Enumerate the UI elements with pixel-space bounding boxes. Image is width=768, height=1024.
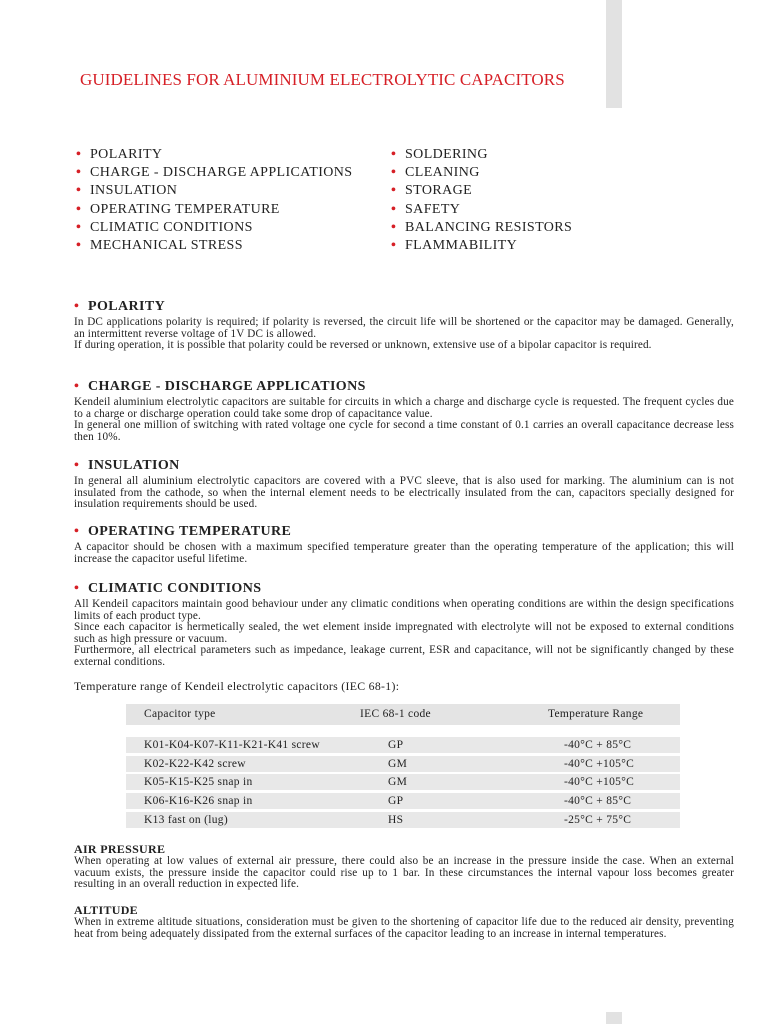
toc-list-right — [391, 146, 572, 255]
toc-item — [391, 237, 572, 255]
table-cell: GM — [388, 757, 408, 770]
section-heading-label: OPERATING TEMPERATURE — [88, 524, 292, 539]
section-heading — [74, 379, 734, 395]
toc-item — [76, 164, 352, 182]
toc-item — [76, 182, 352, 200]
decorative-bar-top — [606, 0, 622, 108]
toc-item-label: POLARITY — [90, 147, 163, 162]
section-paragraph: Furthermore, all electrical parameters such as impedance, leakage current, ESR and capacitance, will not be significantly changed by these external conditions. — [74, 644, 734, 668]
toc-item — [76, 146, 352, 164]
section-heading-label: CLIMATIC CONDITIONS — [88, 581, 262, 596]
section-altitude — [74, 903, 734, 940]
table-cell: -40°C + 85°C — [564, 739, 632, 751]
section-operating-temperature — [74, 524, 734, 565]
section-paragraph: In DC applications polarity is required; if polarity is reversed, the circuit life will be shortened or the capacitor may be damaged. Generally, an intermittent reverse voltage of 1V DC is allowed. — [74, 316, 734, 340]
section-heading — [74, 299, 734, 315]
toc-item — [391, 219, 572, 237]
bullet-icon: • — [391, 165, 397, 181]
bullet-icon: • — [76, 201, 82, 217]
bullet-icon: • — [76, 165, 82, 181]
bullet-icon: • — [391, 183, 397, 199]
section-paragraph: If during operation, it is possible that polarity could be reversed or unknown, extensive use of a bipolar capacitor is required. — [74, 339, 652, 352]
section-polarity — [74, 299, 734, 352]
section-paragraph: All Kendeil capacitors maintain good behaviour under any climatic conditions when operating conditions are within the design specifications limits of each product type. — [74, 598, 734, 622]
section-heading-label: INSULATION — [88, 458, 180, 473]
temperature-range-intro — [74, 679, 734, 693]
table-cell: -25°C + 75°C — [564, 813, 632, 826]
bullet-icon: • — [391, 238, 397, 254]
toc-item — [391, 182, 572, 200]
section-climatic-conditions — [74, 581, 734, 669]
section-paragraph: When in extreme altitude situations, consideration must be given to the shortening of capacitor life due to the reduced air density, preventing heat from being adequately dissipated from the external surfaces of the capacitor leading to an increase in internal temperatures. — [74, 916, 734, 940]
toc-item-label: STORAGE — [405, 183, 473, 199]
temperature-range-label: Temperature range of Kendeil electrolytic capacitors (IEC 68-1): — [74, 679, 400, 693]
table-cell: K02-K22-K42 screw — [144, 757, 246, 770]
section-paragraph: Kendeil aluminium electrolytic capacitors are suitable for circuits in which a charge and discharge cycle is requested. The frequent cycles due to a charge or discharge operation could take some drop of capacitance value. — [74, 396, 734, 420]
toc-item — [391, 164, 572, 182]
section-insulation — [74, 458, 734, 511]
toc-item-label: FLAMMABILITY — [405, 238, 518, 254]
table-row — [126, 756, 680, 772]
bullet-icon: • — [391, 201, 397, 217]
table-header-cell: Temperature Range — [548, 708, 644, 720]
toc-item-label: BALANCING RESISTORS — [405, 219, 573, 235]
toc-item-label: OPERATING TEMPERATURE — [90, 201, 280, 217]
section-heading: AIR PRESSURE — [74, 842, 166, 856]
table-cell: -40°C +105°C — [564, 776, 635, 789]
section-heading — [74, 524, 734, 540]
table-row — [126, 774, 680, 790]
toc-item-label: CLEANING — [405, 165, 480, 181]
table-header-cell: Capacitor type — [144, 708, 216, 720]
toc-item — [391, 201, 572, 219]
section-heading-label: CHARGE - DISCHARGE APPLICATIONS — [88, 379, 366, 394]
bullet-icon: • — [391, 219, 397, 235]
table-cell: HS — [388, 813, 404, 826]
section-paragraph: A capacitor should be chosen with a maximum specified temperature greater than the operating temperature of the application; this will increase the capacitor useful lifetime. — [74, 541, 734, 565]
bullet-icon: • — [391, 147, 397, 162]
table-cell: K13 fast on (lug) — [144, 813, 228, 826]
bullet-icon: • — [74, 299, 80, 314]
bullet-icon: • — [74, 379, 80, 394]
toc-item — [76, 237, 352, 255]
toc-item — [76, 219, 352, 237]
table-cell: GP — [388, 739, 404, 751]
table-cell: -40°C + 85°C — [564, 795, 632, 808]
bullet-icon: • — [76, 183, 82, 199]
bullet-icon: • — [76, 219, 82, 235]
table-cell: K06-K16-K26 snap in — [144, 795, 253, 808]
toc-item-label: SOLDERING — [405, 147, 488, 162]
toc-item-label: SAFETY — [405, 201, 461, 217]
table-cell: GP — [388, 795, 404, 808]
table-cell: GM — [388, 776, 408, 789]
section-paragraph: When operating at low values of external air pressure, there could also be an increase in the pressure inside the case. When an external vacuum exists, the pressure inside the capacitor could rise up to 1 bar. In these circumstances the internal vapour loss becomes greater resulting in an overall reduction in expected life. — [74, 855, 734, 891]
table-header-row — [126, 704, 680, 725]
bullet-icon: • — [74, 581, 80, 596]
bullet-icon: • — [74, 458, 80, 473]
section-heading-label: POLARITY — [88, 299, 166, 314]
toc-item-label: CLIMATIC CONDITIONS — [90, 219, 253, 235]
temperature-range-table — [126, 704, 680, 828]
toc-item — [391, 146, 572, 164]
section-paragraph: In general one million of switching with rated voltage one cycle for second a time constant of 0.1 carries an overall capacitance decrease less then 10%. — [74, 419, 734, 443]
page-title: GUIDELINES FOR ALUMINIUM ELECTROLYTIC CAPACITORS — [80, 70, 565, 89]
section-heading — [74, 581, 734, 597]
section-paragraph: Since each capacitor is hermetically sealed, the wet element inside impregnated with electrolyte will not be exposed to external conditions such as high pressure or vacuum. — [74, 621, 734, 645]
table-row — [126, 737, 680, 753]
table-row — [126, 793, 680, 809]
table-cell: K05-K15-K25 snap in — [144, 776, 253, 789]
table-row — [126, 812, 680, 828]
bullet-icon: • — [76, 147, 82, 162]
table-header-cell: IEC 68-1 code — [360, 708, 431, 720]
table-cell: -40°C +105°C — [564, 757, 635, 770]
decorative-bar-bottom — [606, 1012, 622, 1024]
toc-item-label: INSULATION — [90, 183, 178, 199]
toc-list-left — [76, 146, 352, 255]
toc-item — [76, 201, 352, 219]
section-paragraph: In general all aluminium electrolytic capacitors are covered with a PVC sleeve, that is also used for marking. The aluminium can is not insulated from the cathode, so when the internal element needs to be electrically insulated from the can, capacitors specially designed for insulation requirements should be used. — [74, 475, 734, 511]
section-air-pressure — [74, 842, 734, 891]
table-cell: K01-K04-K07-K11-K21-K41 screw — [144, 739, 320, 751]
section-heading: ALTITUDE — [74, 903, 138, 917]
section-heading — [74, 458, 734, 474]
section-charge-discharge — [74, 379, 734, 443]
bullet-icon: • — [76, 238, 82, 254]
toc-item-label: CHARGE - DISCHARGE APPLICATIONS — [90, 165, 353, 181]
bullet-icon: • — [74, 524, 80, 539]
toc-item-label: MECHANICAL STRESS — [90, 238, 243, 254]
